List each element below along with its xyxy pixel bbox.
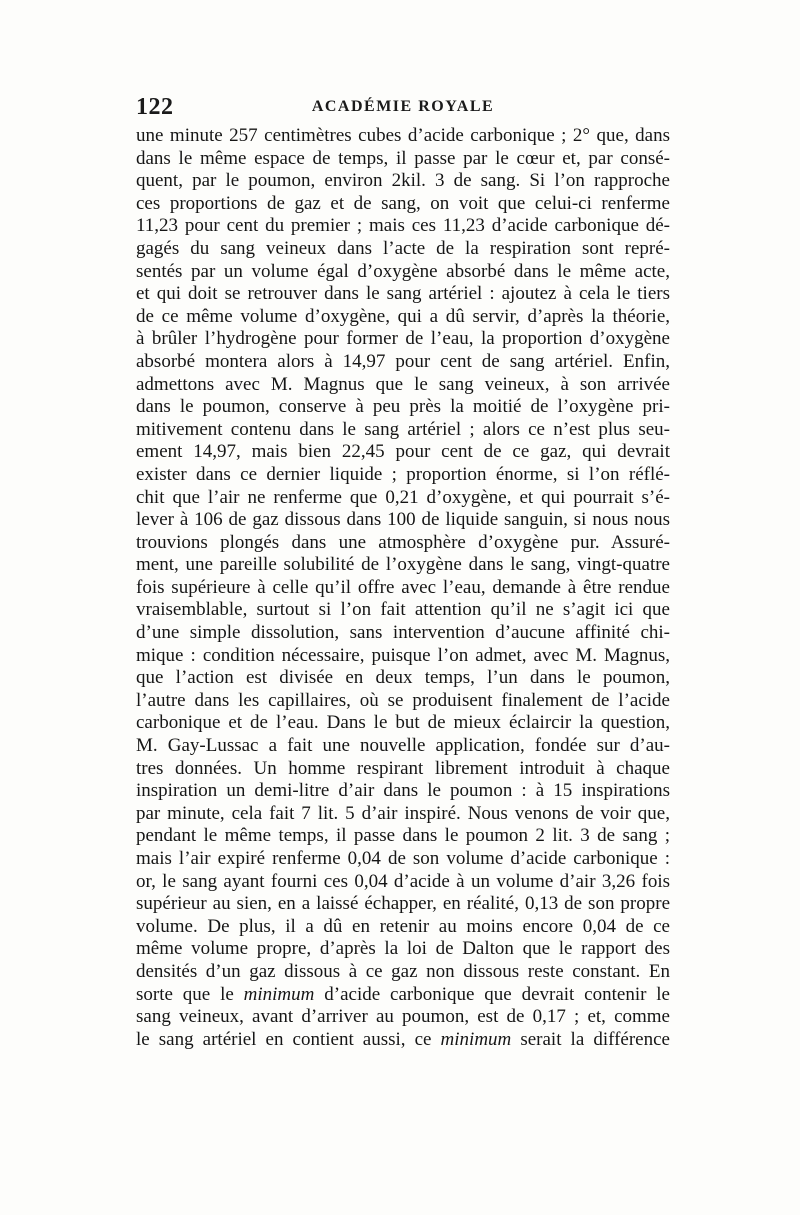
text-line: densités d’un gaz dissous à ce gaz non dissous reste constant. En [136, 960, 670, 982]
text-line: supérieur au sien, en a laissé échapper, en réalité, 0,13 de son propre [136, 893, 670, 915]
text-line: mique : condition nécessaire, puisque l’on admet, avec M. Magnus, [136, 644, 670, 666]
page-number: 122 [136, 94, 174, 120]
text-line: une minute 257 centimètres cubes d’acide carbonique ; 2° que, dans [136, 125, 670, 146]
text-line: quent, par le poumon, environ 2kil. 3 de sang. Si l’on rapproche [136, 170, 670, 192]
text-line: sang veineux, avant d’arriver au poumon, est de 0,17 ; et, comme [136, 1006, 670, 1028]
text-line: 11,23 pour cent du premier ; mais ces 11,23 d’acide carbonique dé- [136, 215, 670, 237]
text-line: même volume propre, d’après la loi de Dalton que le rapport des [136, 938, 670, 960]
text-line: mitivement contenu dans le sang artériel ; alors ce n’est plus seu- [136, 418, 670, 440]
text-line: carbonique et de l’eau. Dans le but de mieux éclaircir la question, [136, 712, 670, 734]
text-line: M. Gay-Lussac a fait une nouvelle application, fondée sur d’au- [136, 735, 670, 757]
text-line: fois supérieure à celle qu’il offre avec l’eau, demande à être rendue [136, 576, 670, 598]
text-line: ces proportions de gaz et de sang, on voit que celui-ci renferme [136, 192, 670, 214]
text-line: lever à 106 de gaz dissous dans 100 de liquide sanguin, si nous nous [136, 509, 670, 531]
text-line: admettons avec M. Magnus que le sang veineux, à son arrivée [136, 373, 670, 395]
text-line: or, le sang ayant fourni ces 0,04 d’acide à un volume d’air 3,26 fois [136, 870, 670, 892]
text-line: sorte que le minimum d’acide carbonique que devrait contenir le [136, 983, 670, 1005]
text-line: l’autre dans les capillaires, où se produisent finalement de l’acide [136, 689, 670, 711]
text-line: sentés par un volume égal d’oxygène absorbé dans le même acte, [136, 260, 670, 282]
text-line: dans le poumon, conserve à peu près la moitié de l’oxygène pri- [136, 396, 670, 418]
text-line: pendant le même temps, il passe dans le poumon 2 lit. 3 de sang ; [136, 825, 670, 847]
text-line: tres données. Un homme respirant librement introduit à chaque [136, 757, 670, 779]
body-text [136, 125, 670, 1051]
text-line: ement 14,97, mais bien 22,45 pour cent de ce gaz, qui devrait [136, 441, 670, 463]
text-line: absorbé montera alors à 14,97 pour cent de sang artériel. Enfin, [136, 350, 670, 372]
text-line: le sang artériel en contient aussi, ce minimum serait la différence [136, 1028, 670, 1050]
text-line: que l’action est divisée en deux temps, l’un dans le poumon, [136, 667, 670, 689]
text-line: vraisemblable, surtout si l’on fait attention qu’il ne s’agit ici que [136, 599, 670, 621]
text-line: trouvions plongés dans une atmosphère d’oxygène pur. Assuré- [136, 531, 670, 553]
running-head: ACADÉMIE ROYALE [311, 98, 495, 115]
text-line: chit que l’air ne renferme que 0,21 d’oxygène, et qui pourrait s’é- [136, 486, 670, 508]
text-line: gagés du sang veineux dans l’acte de la respiration sont repré- [136, 237, 670, 259]
text-line: de ce même volume d’oxygène, qui a dû servir, d’après la théorie, [136, 305, 670, 327]
text-line: d’une simple dissolution, sans intervention d’aucune affinité chi- [136, 622, 670, 644]
text-line: dans le même espace de temps, il passe par le cœur et, par consé- [136, 147, 670, 169]
text-line: volume. De plus, il a dû en retenir au moins encore 0,04 de ce [136, 915, 670, 937]
text-line: et qui doit se retrouver dans le sang artériel : ajoutez à cela le tiers [136, 283, 670, 305]
page-header [136, 94, 670, 124]
text-line: exister dans ce dernier liquide ; proportion énorme, si l’on réflé- [136, 463, 670, 485]
text-line: par minute, cela fait 7 lit. 5 d’air inspiré. Nous venons de voir que, [136, 802, 670, 824]
text-line: ment, une pareille solubilité de l’oxygène dans le sang, vingt-quatre [136, 554, 670, 576]
text-line: inspiration un demi-litre d’air dans le poumon : à 15 inspirations [136, 780, 670, 802]
text-line: à brûler l’hydrogène pour former de l’eau, la proportion d’oxygène [136, 328, 670, 350]
text-line: mais l’air expiré renferme 0,04 de son volume d’acide carbonique : [136, 848, 670, 869]
